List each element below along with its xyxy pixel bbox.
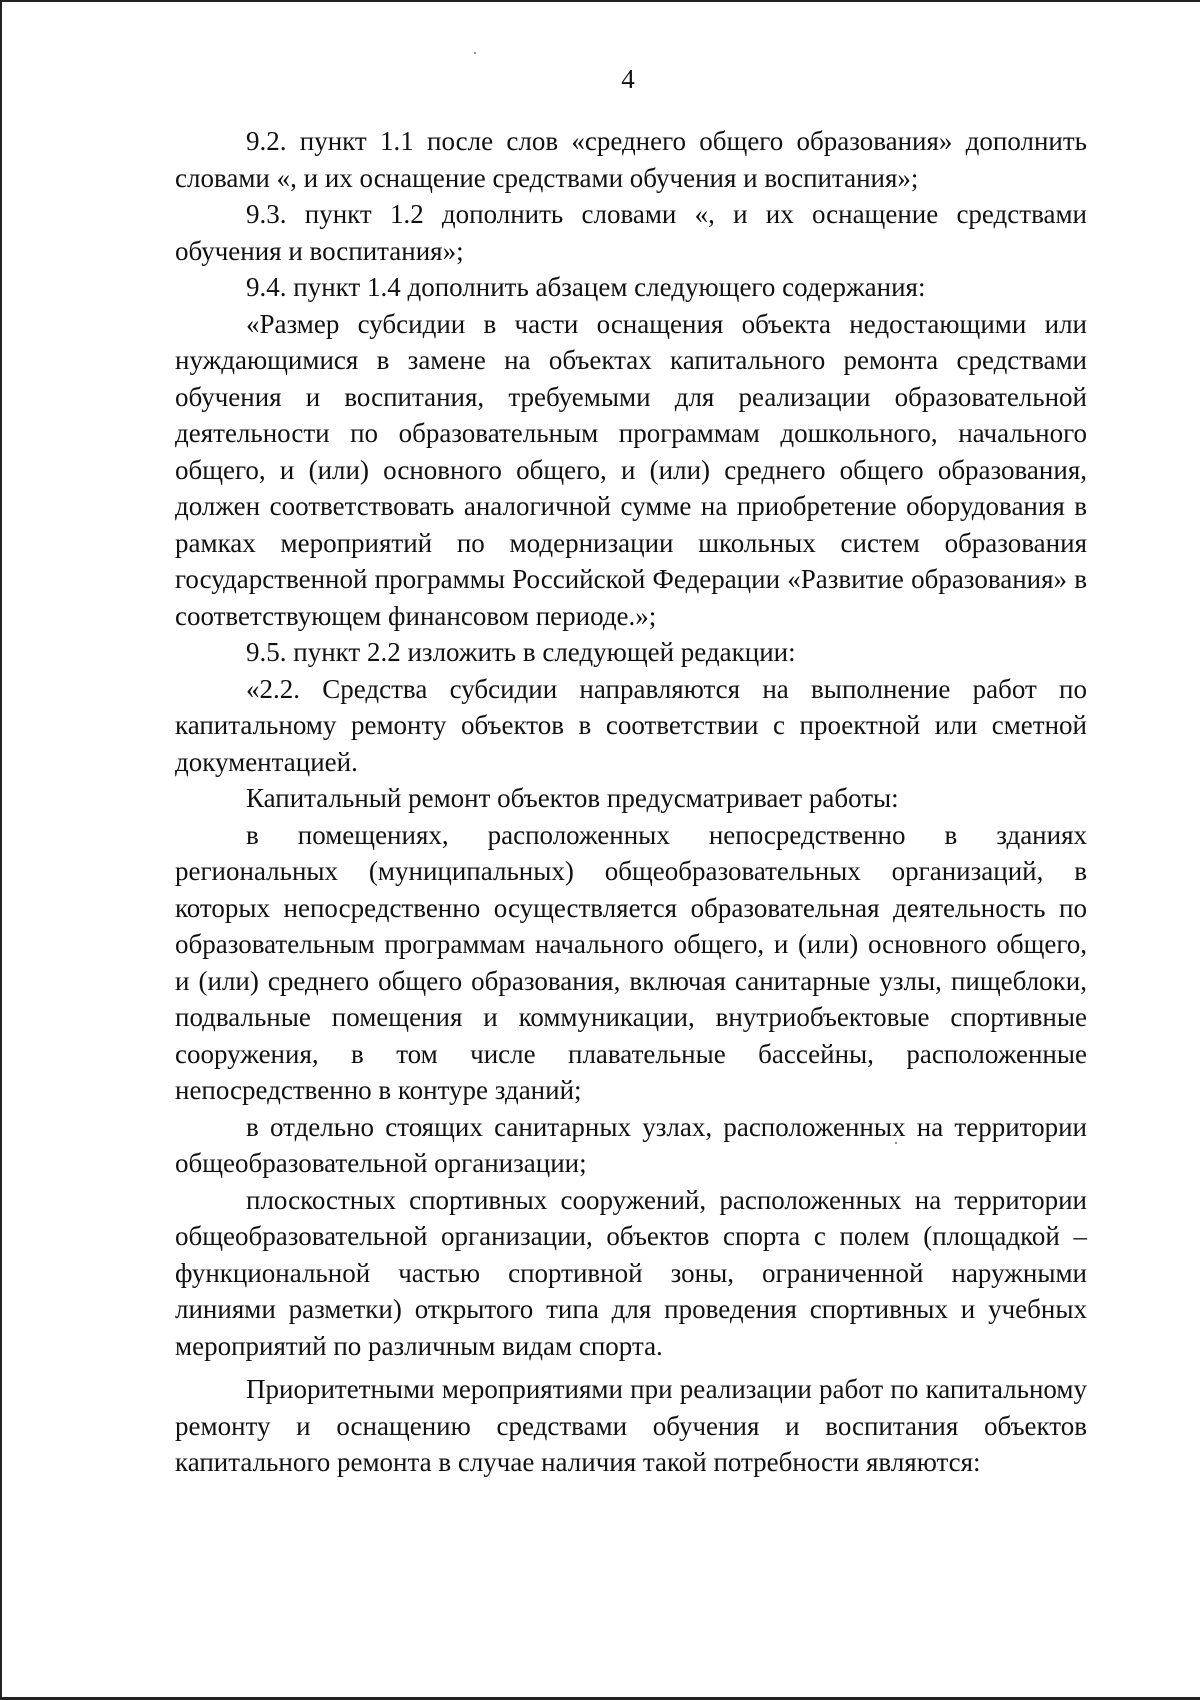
document-body: [175, 123, 1087, 1481]
scan-speck: [474, 52, 476, 54]
paragraph-9-5: 9.5. пункт 2.2 изложить в следующей редакции:: [246, 637, 796, 667]
paragraph-2-2: «2.2. Средства субсидии направляются на выполнение работ по капитальному ремонту объектов в соответствии с проектной или сметной документацией.: [175, 673, 1087, 777]
paragraph-premises: в помещениях, расположенных непосредственно в зданиях региональных (муниципальных) общеобразовательных организаций, в которых непосредственно осуществляется образовательная деятельность по образовательным программам начального общего, и (или) основного общего, и (или) среднего общего образования, включая санитарные узлы, пищеблоки, подвальные помещения и коммуникации, внутриобъектовые спортивные сооружения, в том числе плавательные бассейны, расположенные непосредственно в контуре зданий;: [175, 819, 1087, 1105]
paragraph-subsidy-size: «Размер субсидии в части оснащения объекта недостающими или нуждающимися в замене на объектах капитального ремонта средствами обучения и воспитания, требуемыми для реализации образовательной деятельности по образовательным программам дошкольного, начального общего, и (или) основного общего, и (или) среднего общего образования, должен соответствовать аналогичной сумме на приобретение оборудования в рамках мероприятий по модернизации школьных систем образования государственной программы Российской Федерации «Развитие образования» в соответствующем финансовом периоде.»;: [175, 308, 1087, 631]
paragraph-capital-repair-intro: Капитальный ремонт объектов предусматривает работы:: [246, 783, 899, 813]
paragraph-sanitary-units: в отдельно стоящих санитарных узлах, расположенных на территории общеобразовательной организации;: [175, 1111, 1087, 1178]
paragraph-9-4: 9.4. пункт 1.4 дополнить абзацем следующего содержания:: [246, 272, 926, 302]
page-number: 4: [621, 64, 635, 94]
paragraph-9-3: 9.3. пункт 1.2 дополнить словами «, и их оснащение средствами обучения и воспитания»;: [175, 199, 1087, 266]
paragraph-sports-facilities: плоскостных спортивных сооружений, расположенных на территории общеобразовательной организации, объектов спорта с полем (площадкой – функциональной частью спортивной зоны, ограниченной наружными линиями разметки) открытого типа для проведения спортивных и учебных мероприятий по различным видам спорта.: [175, 1184, 1087, 1361]
paragraph-priority-measures: Приоритетными мероприятиями при реализации работ по капитальному ремонту и оснащению средствами обучения и воспитания объектов капитального ремонта в случае наличия такой потребности являются:: [175, 1374, 1087, 1477]
paragraph-9-2: 9.2. пункт 1.1 после слов «среднего общего образования» дополнить словами «, и их оснащение средствами обучения и воспитания»;: [175, 126, 1087, 193]
